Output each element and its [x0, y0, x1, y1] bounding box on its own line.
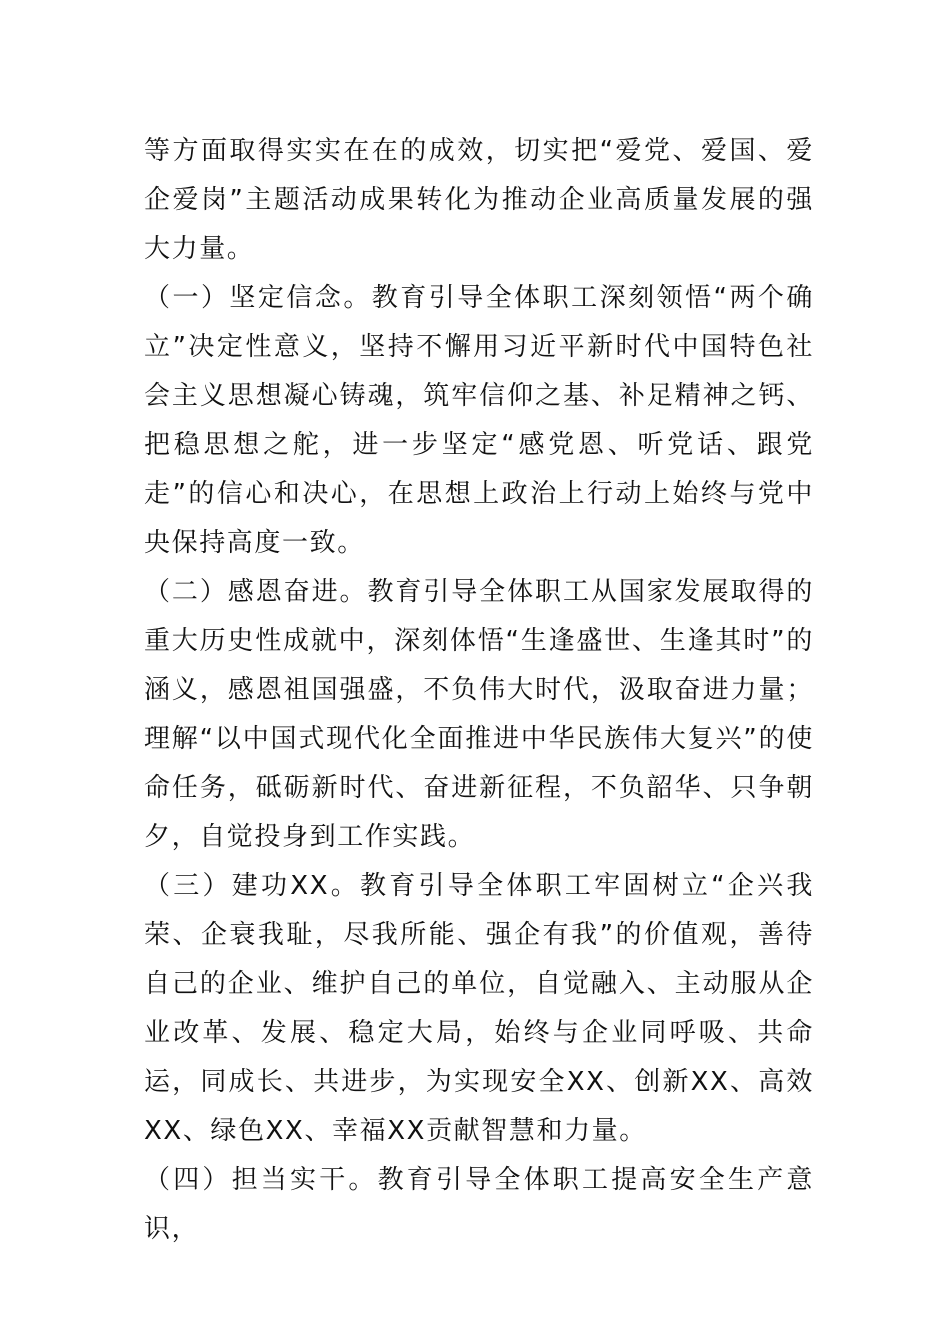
document-body [144, 127, 814, 1254]
paragraph-continuation: 等方面取得实实在在的成效，切实把“爱党、爱国、爱企爱岗”主题活动成果转化为推动企业高质量发展的强大力量。 [144, 136, 814, 264]
paragraph-firm-belief: （一）坚定信念。教育引导全体职工深刻领悟“两个确立”决定性意义，坚持不懈用习近平新时代中国特色社会主义思想凝心铸魂，筑牢信仰之基、补足精神之钙、把稳思想之舵，进一步坚定“感党恩、听党话、跟党走”的信心和决心，在思想上政治上行动上始终与党中央保持高度一致。 [144, 283, 814, 558]
paragraph-responsibility: （四）担当实干。教育引导全体职工提高安全生产意识， [144, 1165, 814, 1244]
paragraph-contribute: （三）建功XX。教育引导全体职工牢固树立“企兴我荣、企衰我耻，尽我所能、强企有我”的价值观，善待自己的企业、维护自己的单位，自觉融入、主动服从企业改革、发展、稳定大局，始终与企业同呼吸、共命运，同成长、共进步，为实现安全XX、创新XX、高效XX、绿色XX、幸福XX贡献智慧和力量。 [144, 871, 814, 1146]
paragraph-gratitude-progress: （二）感恩奋进。教育引导全体职工从国家发展取得的重大历史性成就中，深刻体悟“生逢盛世、生逢其时”的涵义，感恩祖国强盛，不负伟大时代，汲取奋进力量；理解“以中国式现代化全面推进中华民族伟大复兴”的使命任务，砥砺新时代、奋进新征程，不负韶华、只争朝夕，自觉投身到工作实践。 [144, 577, 814, 852]
